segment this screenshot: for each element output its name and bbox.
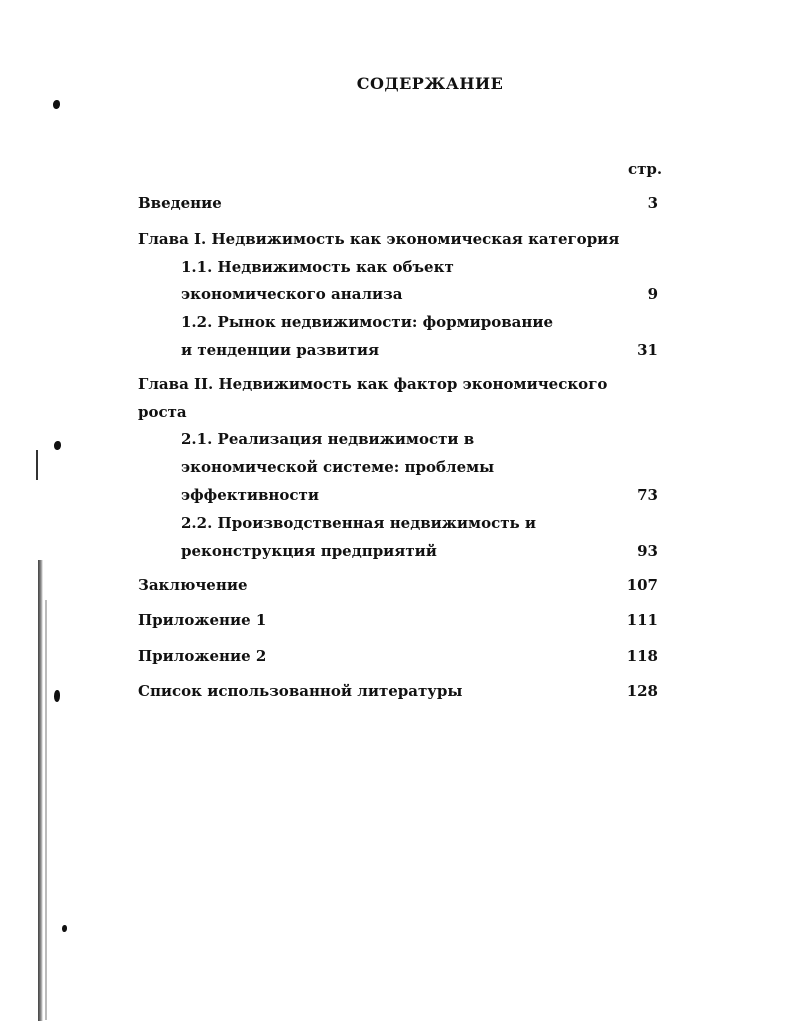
toc-entry-text: 1.2. Рынок недвижимости: формирование (181, 313, 554, 331)
toc-entry-page: 3 (647, 194, 658, 212)
toc-entry-text: Введение (138, 194, 222, 212)
toc-entry-text: Глава II. Недвижимость как фактор экономического (138, 375, 608, 393)
toc-entry-text: 2.1. Реализация недвижимости в (181, 430, 475, 448)
toc-entry-page: 31 (637, 341, 658, 359)
toc-entry-text: Заключение (138, 576, 248, 594)
toc-entry-page: 9 (647, 285, 658, 303)
scan-speck (54, 441, 61, 450)
toc-entry-text: эффективности (181, 486, 319, 504)
toc-entry-page: 128 (626, 682, 658, 700)
toc-entry-text: и тенденции развития (181, 341, 380, 359)
page-title: СОДЕРЖАНИЕ (356, 74, 504, 93)
toc-entry-page: 93 (637, 542, 658, 560)
toc-entry-text: роста (138, 403, 187, 421)
scan-edge-artifact (45, 600, 47, 1020)
toc-entry-page: 111 (626, 611, 658, 629)
page-column-label: стр. (628, 160, 663, 178)
toc-entry-text: экономического анализа (181, 285, 403, 303)
scan-speck (53, 100, 60, 109)
toc-entry-text: Приложение 2 (138, 647, 267, 665)
toc-entry-page: 118 (626, 647, 658, 665)
toc-entry-text: Приложение 1 (138, 611, 267, 629)
scan-speck (62, 925, 67, 932)
scan-edge-artifact (36, 450, 38, 480)
toc-entry-text: реконструкция предприятий (181, 542, 437, 560)
toc-entry-page: 107 (626, 576, 658, 594)
toc-entry-text: Глава I. Недвижимость как экономическая категория (138, 230, 620, 248)
scan-edge-artifact (38, 560, 43, 1021)
scan-speck (54, 690, 60, 702)
toc-entry-page: 73 (637, 486, 658, 504)
toc-entry-text: 1.1. Недвижимость как объект (181, 258, 454, 276)
toc-entry-text: Список использованной литературы (138, 682, 463, 700)
toc-entry-text: 2.2. Производственная недвижимость и (181, 514, 537, 532)
toc-entry-text: экономической системе: проблемы (181, 458, 495, 476)
